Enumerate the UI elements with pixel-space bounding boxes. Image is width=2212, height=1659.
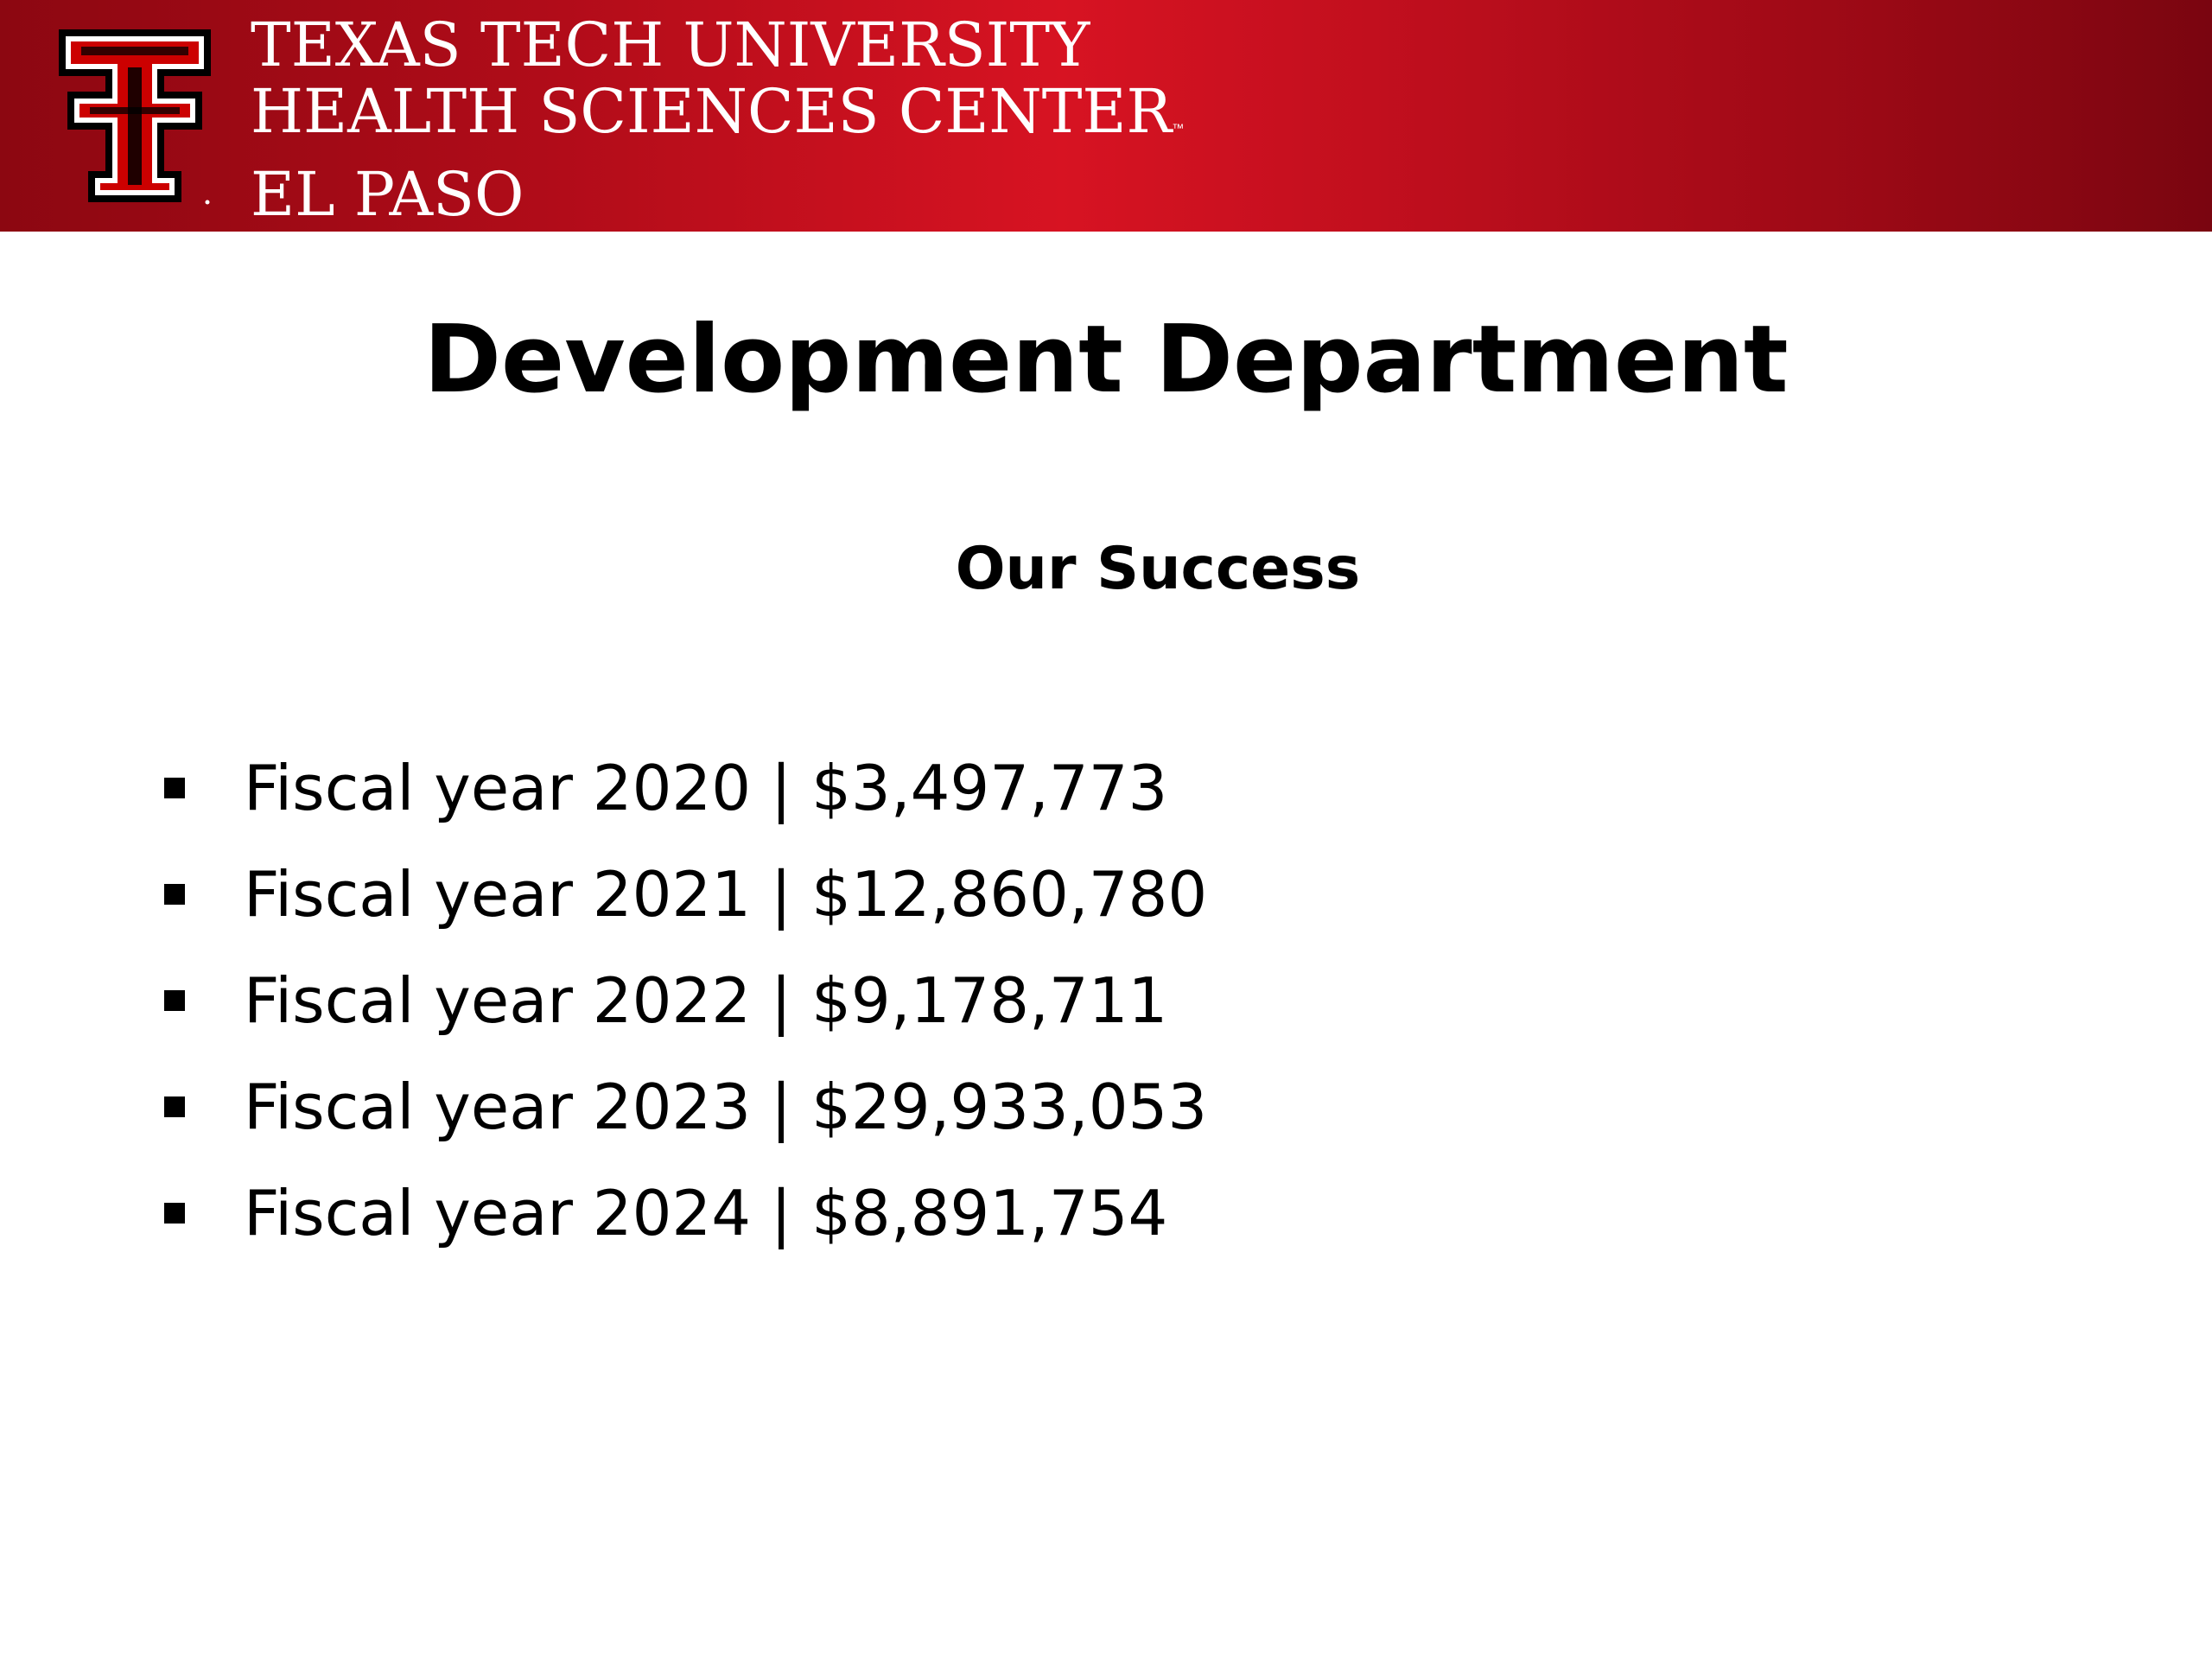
slide-subtitle: Our Success [955,535,1361,603]
list-item-text: Fiscal year 2021 | $12,860,780 [244,858,1208,931]
wordmark-line-2 [251,76,1185,162]
wordmark-line-3: EL PASO [251,159,524,230]
list-item-text: Fiscal year 2024 | $8,891,754 [244,1177,1168,1249]
slide-title: Development Department [423,306,1789,414]
double-t-logo-icon [55,24,214,207]
trademark-symbol: ™ [1172,121,1185,135]
square-bullet-icon [164,990,185,1011]
square-bullet-icon [164,778,185,798]
list-item-text: Fiscal year 2023 | $29,933,053 [244,1071,1208,1143]
university-wordmark [251,12,1184,228]
list-item-text: Fiscal year 2022 | $9,178,711 [244,964,1168,1037]
wordmark-line-2-text: HEALTH SCIENCES CENTER [251,76,1173,147]
list-item-text: Fiscal year 2020 | $3,497,773 [244,752,1168,824]
square-bullet-icon [164,1203,185,1224]
square-bullet-icon [164,1096,185,1117]
wordmark-line-1: TEXAS TECH UNIVERSITY [251,10,1090,80]
square-bullet-icon [164,884,185,905]
header-banner [0,0,2212,232]
